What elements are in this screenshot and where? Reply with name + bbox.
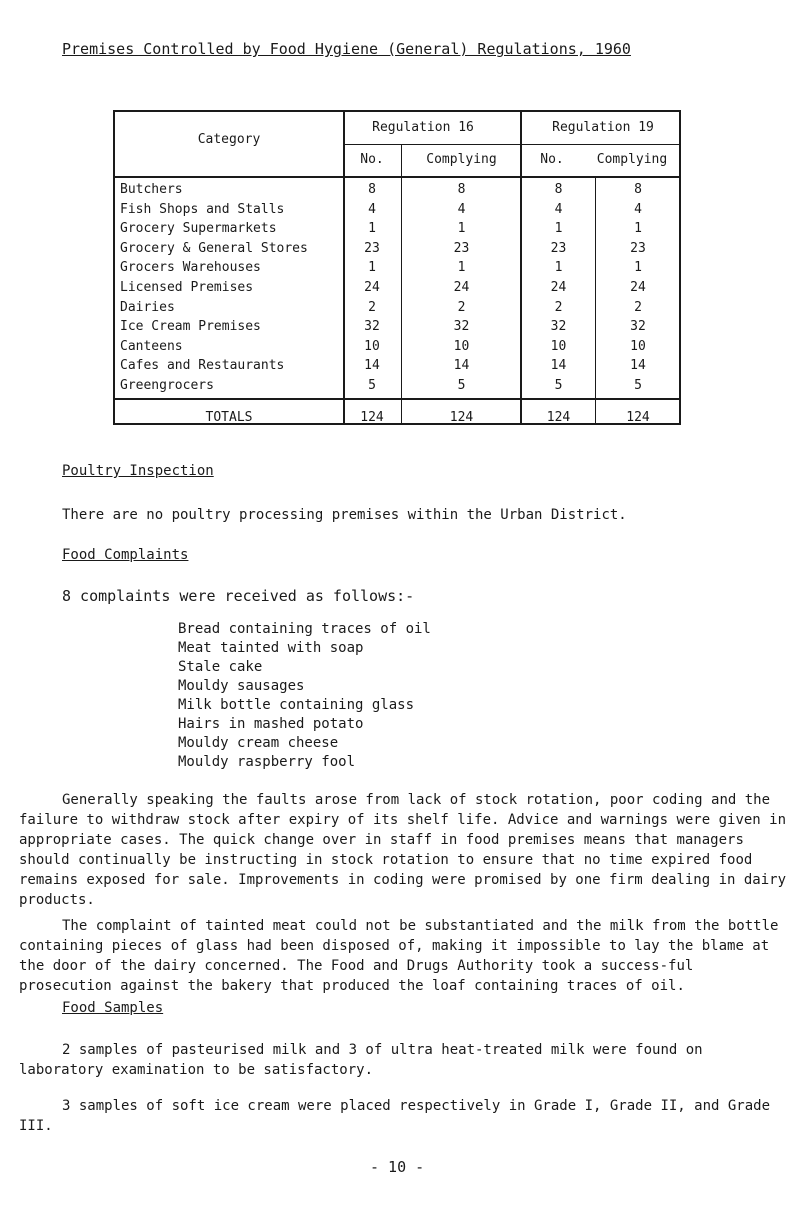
category-header: Category (197, 132, 261, 147)
page-title: Premises Controlled by Food Hygiene (General) Regulations, 1960 (62, 40, 631, 58)
row-reg19-no: 1 (554, 221, 563, 237)
totals-n16: 124 (360, 410, 384, 425)
row-reg16-no: 1 (368, 260, 376, 276)
row-reg16-no: 32 (364, 319, 380, 335)
row-reg19-complying: 1 (634, 221, 642, 237)
reg16-complying-header: Complying (426, 152, 497, 167)
row-reg16-complying: 8 (457, 182, 466, 197)
table-row (115, 339, 679, 358)
samples-heading: Food Samples (62, 1000, 164, 1016)
row-reg19-complying: 10 (630, 338, 646, 354)
list-item: Mouldy raspberry fool (178, 754, 356, 770)
row-reg19-complying: 4 (634, 201, 642, 217)
table-row (115, 319, 679, 338)
row-reg19-complying: 24 (630, 280, 646, 295)
table-row (115, 260, 679, 279)
table-row (115, 182, 679, 201)
row-reg19-no: 14 (550, 358, 567, 374)
premises-table (113, 110, 681, 425)
subheader-divider (343, 144, 679, 145)
totals-divider (115, 398, 679, 400)
row-category: Grocery & General Stores (120, 240, 308, 256)
complaints-intro: 8 complaints were received as follows:- (62, 587, 415, 605)
complaints-heading: Food Complaints (62, 547, 189, 563)
row-reg16-no: 24 (364, 280, 380, 295)
row-reg16-complying: 5 (457, 378, 466, 393)
table-row (115, 221, 679, 240)
poultry-text: There are no poultry processing premises within the Urban District. (62, 507, 627, 523)
row-reg16-no: 4 (368, 201, 376, 217)
complaints-paragraph-1: Generally speaking the faults arose from lack of stock rotation, poor coding and the failure to withdraw stock after expiry of its shelf life. Advice and warnings were given in appropriate cases. The quick change over in staff in food premises means that managers should continually be instructing in stock rotation to ensure that no time expired food remains exposed for sale. Improvements in coding were promised by one firm dealing in dairy products. (19, 792, 787, 908)
row-reg16-no: 1 (368, 221, 376, 237)
row-reg19-no: 24 (550, 280, 567, 295)
row-reg19-complying: 32 (630, 319, 646, 335)
row-category: Grocers Warehouses (120, 260, 261, 276)
row-reg16-complying: 14 (453, 358, 470, 374)
table-row (115, 300, 679, 319)
list-item: Bread containing traces of oil (178, 621, 431, 637)
regulation-19-header: Regulation 19 (552, 120, 654, 135)
row-reg16-no: 8 (368, 182, 376, 197)
list-item: Stale cake (178, 659, 263, 675)
row-reg19-complying: 2 (634, 299, 642, 315)
row-reg16-complying: 10 (453, 338, 470, 354)
list-item: Meat tainted with soap (178, 640, 364, 656)
row-reg19-no: 8 (554, 182, 563, 197)
row-reg19-no: 1 (554, 260, 563, 276)
row-reg19-no: 5 (554, 378, 563, 393)
row-category: Ice Cream Premises (120, 319, 261, 335)
row-category: Grocery Supermarkets (120, 221, 277, 237)
row-reg19-complying: 14 (630, 358, 646, 374)
row-category: Greengrocers (120, 378, 214, 393)
list-item: Mouldy cream cheese (178, 735, 339, 751)
row-category: Fish Shops and Stalls (120, 201, 285, 217)
complaints-paragraph-2: The complaint of tainted meat could not be substantiated and the milk from the bottle containing pieces of glass had been disposed of, making it impossible to lay the blame at the door of the dairy concerned. The Food and Drugs Authority took a success-ful prosecution against the bakery that produced the loaf containing traces of oil. (19, 918, 779, 994)
row-reg16-complying: 1 (457, 221, 466, 237)
table-row (115, 378, 679, 397)
row-reg16-complying: 23 (453, 240, 470, 256)
page-number: - 10 - (370, 1158, 425, 1176)
regulation-16-header: Regulation 16 (372, 120, 474, 135)
row-category: Licensed Premises (120, 280, 254, 295)
row-reg19-complying: 5 (634, 378, 642, 393)
row-reg16-complying: 24 (453, 280, 470, 295)
list-item: Milk bottle containing glass (178, 697, 415, 713)
reg19-complying-header: Complying (596, 152, 668, 167)
row-category: Butchers (120, 182, 183, 197)
row-reg16-no: 5 (368, 378, 376, 393)
table-row (115, 241, 679, 260)
row-reg19-no: 4 (554, 201, 563, 217)
row-reg19-complying: 1 (634, 260, 642, 276)
poultry-heading: Poultry Inspection (62, 463, 214, 479)
row-reg16-no: 14 (364, 358, 380, 374)
row-category: Cafes and Restaurants (120, 358, 285, 374)
row-reg16-no: 2 (368, 299, 376, 315)
totals-label: TOTALS (205, 410, 253, 425)
row-reg16-complying: 2 (457, 299, 466, 315)
row-reg19-complying: 8 (634, 182, 642, 197)
reg19-no-header: No. (540, 152, 564, 167)
totals-row (115, 410, 679, 429)
row-reg19-no: 10 (550, 338, 567, 354)
complaints-list (178, 620, 431, 772)
table-row (115, 280, 679, 299)
list-item: Mouldy sausages (178, 678, 305, 694)
list-item: Hairs in mashed potato (178, 716, 364, 732)
table-row (115, 202, 679, 221)
row-reg16-complying: 1 (457, 260, 466, 276)
row-reg19-no: 2 (554, 299, 563, 315)
row-reg19-no: 23 (550, 240, 567, 256)
row-category: Dairies (120, 299, 175, 315)
table-row (115, 358, 679, 377)
row-reg16-no: 23 (364, 240, 380, 256)
row-reg16-complying: 32 (453, 319, 470, 335)
samples-paragraph-1: 2 samples of pasteurised milk and 3 of ultra heat-treated milk were found on laboratory examination to be satisfactory. (19, 1042, 703, 1078)
totals-n19: 124 (546, 410, 571, 425)
row-reg19-complying: 23 (630, 240, 646, 256)
row-category: Canteens (120, 338, 183, 354)
row-reg19-no: 32 (550, 319, 567, 335)
row-reg16-no: 10 (364, 338, 380, 354)
row-reg16-complying: 4 (457, 201, 466, 217)
reg16-no-header: No. (360, 152, 384, 167)
totals-c19: 124 (626, 410, 650, 425)
samples-paragraph-2: 3 samples of soft ice cream were placed respectively in Grade I, Grade II, and Grade III. (19, 1098, 771, 1134)
totals-c16: 124 (449, 410, 474, 425)
